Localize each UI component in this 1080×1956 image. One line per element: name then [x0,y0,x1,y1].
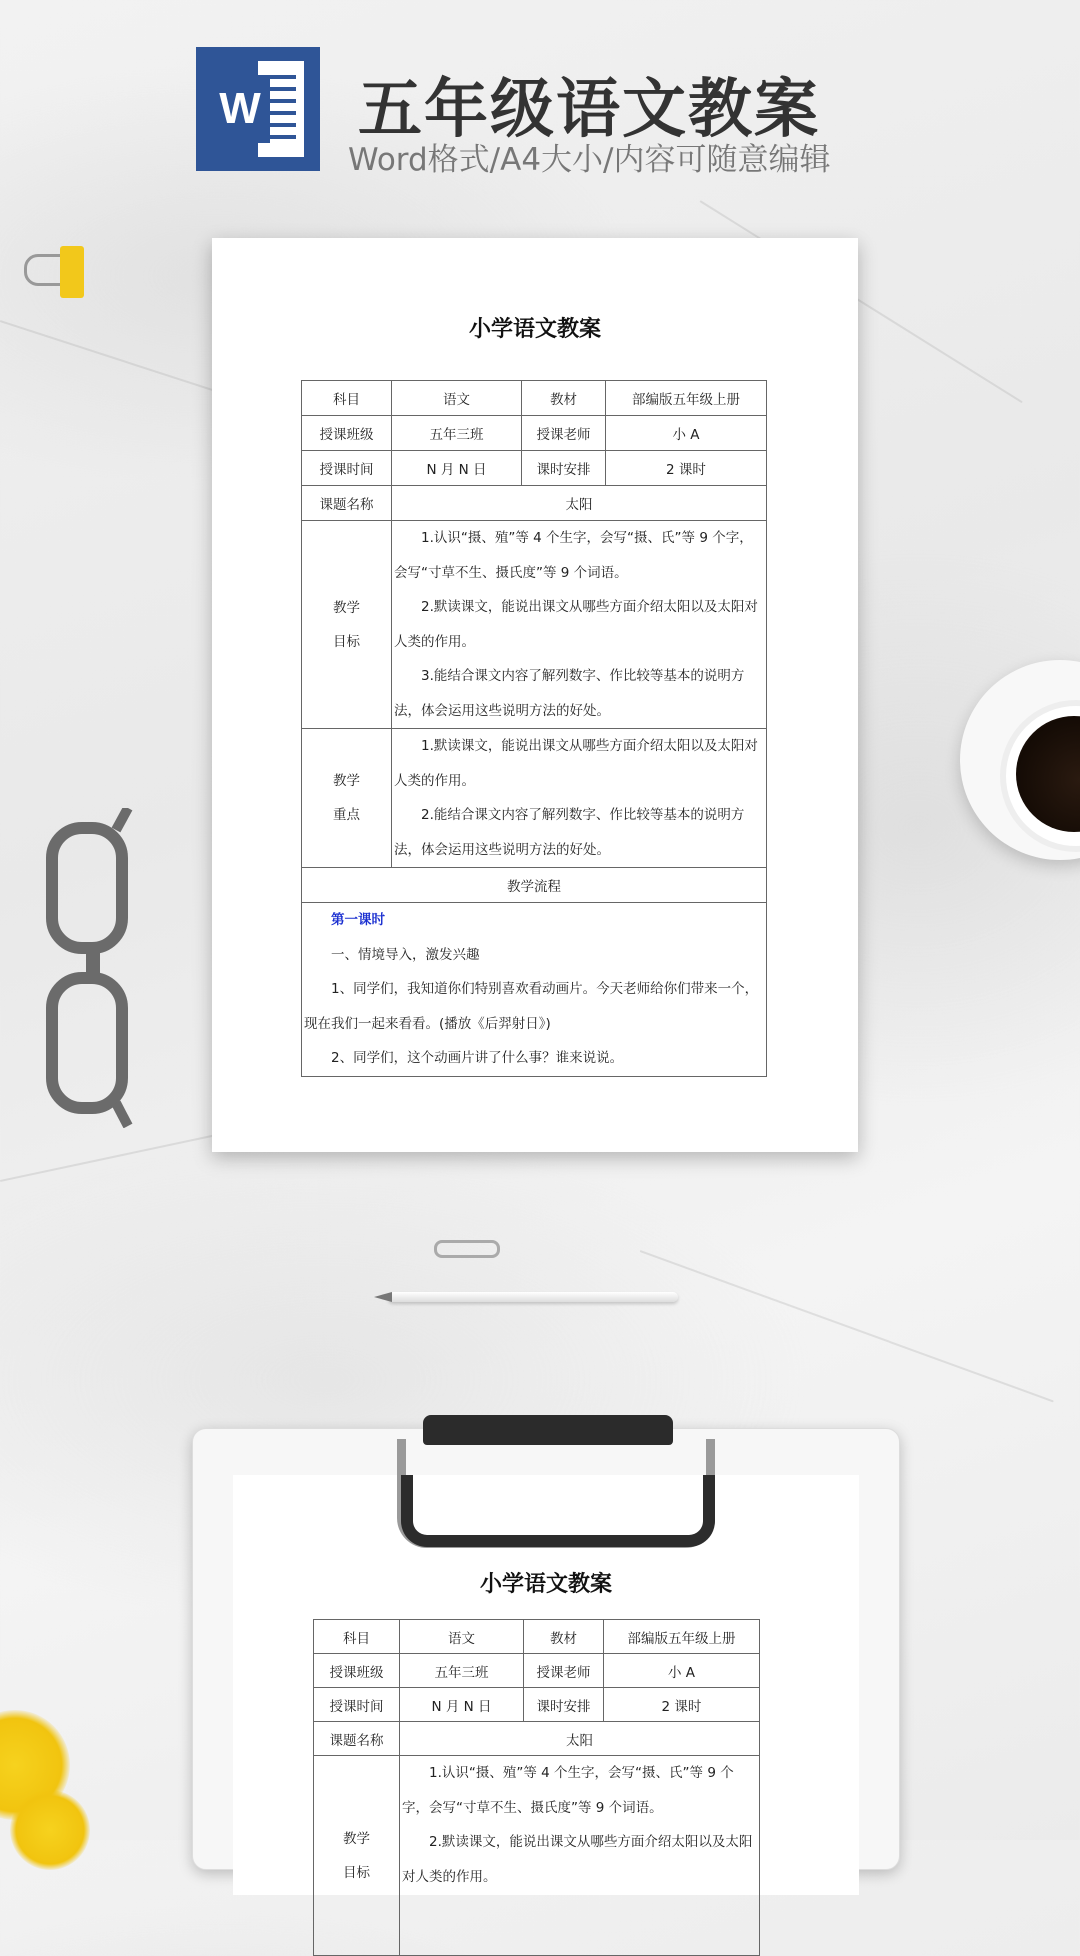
schedule-label: 课时安排 [522,451,606,486]
table-row [302,416,767,451]
goals-label-line2: 目标 [343,1864,370,1881]
process-line: 2、同学们，这个动画片讲了什么事？谁来说说。 [331,1050,624,1066]
process-line: 1、同学们，我知道你们特别喜欢看动画片。今天老师给你们带来一个，现在我们一起来看看。(播放《后羿射日》) [304,981,759,1032]
goal-item: 2.默读课文，能说出课文从哪些方面介绍太阳以及太阳对人类的作用。 [394,599,758,650]
teacher-value: 小 A [606,416,767,451]
goals-label [302,521,392,729]
textbook-value: 部编版五年级上册 [604,1620,760,1654]
time-value: N 月 N 日 [400,1688,524,1722]
flower-icon [10,1790,90,1870]
table-row [302,486,767,521]
clipboard-lesson-table [313,1619,760,1956]
word-logo-icon [196,47,320,171]
process-label: 教学流程 [302,868,767,903]
textbook-label: 教材 [524,1620,604,1654]
goals-label-line1: 教学 [333,599,360,616]
textbook-value: 部编版五年级上册 [606,381,767,416]
topic-value: 太阳 [400,1722,760,1756]
keypoints-label [302,729,392,868]
lesson-heading: 第一课时 [331,912,385,928]
subject-value: 语文 [392,381,522,416]
clipboard [192,1428,900,1885]
subject-label: 科目 [314,1620,400,1654]
teacher-label: 授课老师 [522,416,606,451]
goals-content [400,1756,760,1956]
marble-vein [640,1250,1054,1402]
table-row [314,1722,760,1756]
class-value: 五年三班 [400,1654,524,1688]
process-content [302,903,767,1077]
pencil-icon [388,1292,678,1302]
page-subtitle: Word格式/A4大小/内容可随意编辑 [348,142,831,178]
schedule-value: 2 课时 [606,451,767,486]
table-row [302,729,767,868]
table-row [302,903,767,1077]
paperclip-icon [434,1240,500,1258]
teacher-label: 授课老师 [524,1654,604,1688]
document-title: 小学语文教案 [468,317,601,342]
table-row [302,868,767,903]
class-label: 授课班级 [302,416,392,451]
keypoint-item: 2.能结合课文内容了解列数字、作比较等基本的说明方法，体会运用这些说明方法的好处。 [394,807,745,858]
table-row [314,1620,760,1654]
topic-label: 课题名称 [314,1722,400,1756]
goal-item: 1.认识“摄、殖”等 4 个生字，会写“摄、氏”等 9 个字，会写“寸草不生、摄氏度”等 9 个词语。 [402,1765,734,1816]
lesson-plan-table [301,380,767,1077]
teacher-value: 小 A [604,1654,760,1688]
schedule-value: 2 课时 [604,1688,760,1722]
subject-label: 科目 [302,381,392,416]
time-value: N 月 N 日 [392,451,522,486]
goals-label [314,1756,400,1956]
table-row [302,451,767,486]
pencil-tip [374,1292,392,1302]
keypoints-label-line1: 教学 [333,773,360,789]
page-title: 五年级语文教案 [358,73,820,147]
class-label: 授课班级 [314,1654,400,1688]
binder-clip-icon [60,246,84,298]
clipboard-clip-bar [423,1415,673,1445]
textbook-label: 教材 [522,381,606,416]
schedule-label: 课时安排 [524,1688,604,1722]
keypoint-item: 1.默读课文，能说出课文从哪些方面介绍太阳以及太阳对人类的作用。 [394,738,758,789]
goal-item: 2.默读课文，能说出课文从哪些方面介绍太阳以及太阳对人类的作用。 [402,1834,753,1885]
table-row [302,381,767,416]
word-logo-letter: W [210,75,270,143]
table-row [302,521,767,729]
goals-content [392,521,767,729]
eyeglasses-icon [46,808,136,1128]
subject-value: 语文 [400,1620,524,1654]
class-value: 五年三班 [392,416,522,451]
clipboard-document-title: 小学语文教案 [479,1572,612,1597]
goals-label-line2: 目标 [333,633,360,650]
time-label: 授课时间 [302,451,392,486]
table-row [314,1756,760,1956]
topic-label: 课题名称 [302,486,392,521]
keypoints-label-line2: 重点 [333,807,360,823]
table-row [314,1654,760,1688]
table-row [314,1688,760,1722]
clipboard-clip-handle [401,1475,715,1547]
topic-value: 太阳 [392,486,767,521]
time-label: 授课时间 [314,1688,400,1722]
document-page [212,238,858,1152]
goals-label-line1: 教学 [343,1830,370,1847]
goal-item: 1.认识“摄、殖”等 4 个生字，会写“摄、氏”等 9 个字，会写“寸草不生、摄氏度”等 9 个词语。 [394,530,753,581]
keypoints-content [392,729,767,868]
goal-item: 3.能结合课文内容了解列数字、作比较等基本的说明方法，体会运用这些说明方法的好处。 [394,668,745,719]
process-line: 一、情境导入，激发兴趣 [331,946,480,963]
